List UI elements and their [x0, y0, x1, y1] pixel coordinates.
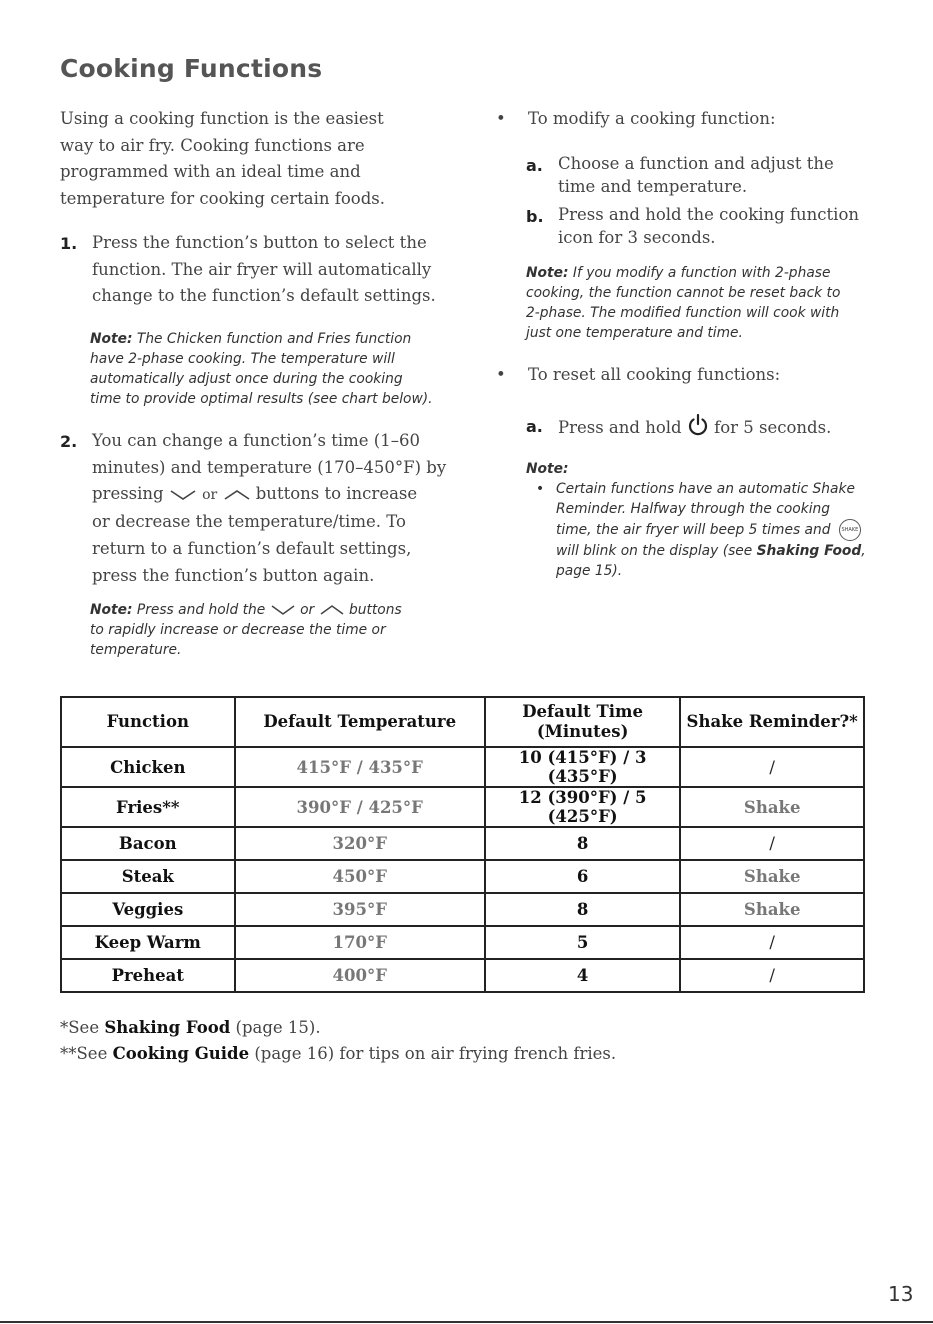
time-cell: 8 [485, 827, 680, 860]
function-cell: Preheat [61, 959, 235, 992]
footnote-bold: Shaking Food [104, 1018, 231, 1037]
table-header: Shake Reminder?* [680, 697, 864, 747]
footnote-text: *See [60, 1018, 105, 1037]
temperature-cell: 395°F [235, 893, 485, 926]
note-text: have 2-phase cooking. The temperature will [90, 351, 395, 367]
chevron-up-icon [223, 488, 251, 502]
note-text: time to provide optimal results (see chart below). [90, 391, 433, 407]
note-text: Certain functions have an automatic Shake [556, 481, 855, 497]
cooking-functions-table [60, 696, 865, 993]
table-header-line: (Minutes) [536, 722, 629, 741]
bullet: • [496, 365, 506, 384]
shake-cell: / [680, 959, 864, 992]
function-cell: Steak [61, 860, 235, 893]
step-2-line: pressing [92, 484, 169, 504]
bottom-rule [0, 1321, 933, 1323]
reset-note-bullet: • [536, 481, 545, 497]
modify-a-line: time and temperature. [558, 177, 748, 196]
footnote-text: (page 15). [230, 1018, 321, 1037]
modify-a-line: Choose a function and adjust the [558, 154, 834, 173]
intro-line: Using a cooking function is the easiest [60, 109, 384, 128]
note-text: will blink on the display (see [556, 543, 757, 559]
table-row [61, 959, 864, 992]
step-1-line: function. The air fryer will automatically [92, 259, 432, 279]
reset-heading: To reset all cooking functions: [528, 365, 781, 384]
reset-a-pre: Press and hold [558, 418, 687, 437]
note-label: Note: [526, 461, 569, 477]
note-text: Press and hold the [132, 602, 270, 618]
shake-cell: / [680, 827, 864, 860]
footnote-2 [60, 1044, 616, 1063]
modify-b-line: icon for 3 seconds. [558, 228, 716, 247]
note-bold: Shaking Food [756, 543, 862, 559]
modify-b-line: Press and hold the cooking function [558, 205, 860, 224]
chevron-up-icon [319, 604, 345, 616]
time-cell: 10 (415°F) / 3 (435°F) [485, 747, 680, 787]
note-text: Reminder. Halfway through the cooking [556, 501, 831, 517]
step-2-number: 2. [60, 432, 78, 451]
chevron-down-icon [270, 604, 296, 616]
note-text: page 15). [556, 563, 623, 579]
note-text: buttons [348, 602, 402, 618]
table-row [61, 860, 864, 893]
modify-heading: To modify a cooking function: [528, 109, 776, 128]
function-cell: Veggies [61, 893, 235, 926]
step-2-line: or decrease the temperature/time. To [92, 512, 406, 532]
note-text: to rapidly increase or decrease the time or [90, 622, 386, 638]
shake-cell: Shake [680, 893, 864, 926]
time-cell: 5 [485, 926, 680, 959]
step-1-line: Press the function’s button to select the [92, 233, 427, 252]
intro-paragraph [60, 106, 460, 213]
temperature-cell: 450°F [235, 860, 485, 893]
modify-a-text [558, 152, 834, 198]
table-row [61, 787, 864, 827]
table-header-line: Default Time [522, 702, 643, 721]
step-2-note [90, 600, 470, 660]
table-header [485, 697, 680, 747]
step-1-note [90, 329, 460, 409]
step-1-line: change to the function’s default settings. [92, 286, 436, 306]
temperature-cell: 170°F [235, 926, 485, 959]
function-cell: Chicken [61, 747, 235, 787]
bullet: • [496, 109, 506, 128]
reset-note-text [556, 479, 886, 581]
footnote-bold: Cooking Guide [112, 1044, 250, 1063]
step-2-line: return to a function’s default settings, [92, 538, 412, 558]
note-text: The Chicken function and Fries function [132, 331, 412, 347]
shake-cell: / [680, 926, 864, 959]
shake-cell: Shake [680, 860, 864, 893]
table-row [61, 827, 864, 860]
function-cell: Keep Warm [61, 926, 235, 959]
table-row [61, 926, 864, 959]
page-title: Cooking Functions [60, 54, 323, 83]
table-row [61, 893, 864, 926]
page-number: 13 [888, 1282, 914, 1306]
intro-line: way to air fry. Cooking functions are [60, 135, 365, 155]
modify-b-label: b. [526, 207, 544, 226]
note-text: just one temperature and time. [526, 325, 743, 341]
time-cell: 12 (390°F) / 5 (425°F) [485, 787, 680, 827]
temperature-cell: 390°F / 425°F [235, 787, 485, 827]
note-text: time, the air fryer will beep 5 times and [556, 522, 835, 538]
shake-cell: / [680, 747, 864, 787]
note-label: Note: [90, 331, 133, 347]
reset-a-post: for 5 seconds. [708, 418, 832, 437]
power-icon [687, 413, 709, 437]
step-1-number: 1. [60, 234, 78, 253]
shake-icon-text: SHAKE [841, 527, 859, 533]
table-header: Default Temperature [235, 697, 485, 747]
footnote-text: (page 16) for tips on air frying french fries. [249, 1044, 617, 1063]
or-text: or [202, 487, 218, 504]
note-text: If you modify a function with 2-phase [568, 265, 831, 281]
function-cell: Fries** [61, 787, 235, 827]
step-2-text [92, 428, 462, 589]
step-2-line: minutes) and temperature (170–450°F) by [92, 457, 447, 477]
reset-note-label [526, 459, 569, 479]
reset-a-label: a. [526, 417, 543, 436]
function-cell: Bacon [61, 827, 235, 860]
note-label: Note: [90, 602, 133, 618]
intro-line: temperature for cooking certain foods. [60, 189, 385, 209]
note-label: Note: [526, 265, 569, 281]
intro-line: programmed with an ideal time and [60, 162, 361, 182]
shake-icon [839, 519, 861, 541]
note-text: temperature. [90, 642, 182, 658]
temperature-cell: 320°F [235, 827, 485, 860]
time-cell: 6 [485, 860, 680, 893]
reset-a-text [558, 413, 831, 442]
note-text: automatically adjust once during the cooking [90, 371, 403, 387]
chevron-down-icon [169, 488, 197, 502]
table-row [61, 747, 864, 787]
table-header-row [61, 697, 864, 747]
step-1-text [92, 230, 462, 310]
or-text: or [300, 602, 315, 618]
footnote-text: **See [60, 1044, 113, 1063]
shake-cell: Shake [680, 787, 864, 827]
modify-b-text [558, 203, 859, 249]
step-2-line: press the function’s button again. [92, 565, 375, 585]
modify-note [526, 263, 906, 343]
note-text: cooking, the function cannot be reset back to [526, 285, 841, 301]
note-text: 2-phase. The modified function will cook with [526, 305, 840, 321]
time-cell: 4 [485, 959, 680, 992]
step-2-line: You can change a function’s time (1–60 [92, 431, 420, 450]
table-header: Function [61, 697, 235, 747]
note-text: , [861, 543, 866, 559]
temperature-cell: 415°F / 435°F [235, 747, 485, 787]
step-2-line: buttons to increase [255, 484, 418, 504]
temperature-cell: 400°F [235, 959, 485, 992]
footnote-1 [60, 1018, 321, 1037]
time-cell: 8 [485, 893, 680, 926]
modify-a-label: a. [526, 156, 543, 175]
